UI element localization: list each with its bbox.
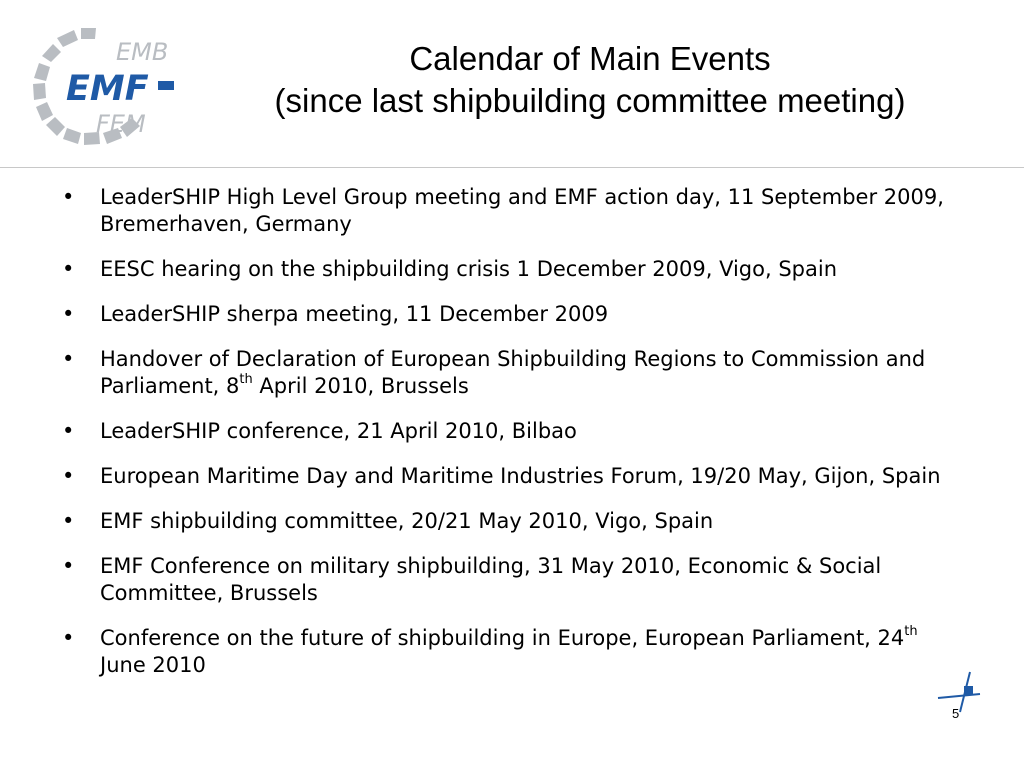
emf-logo bbox=[22, 18, 182, 148]
footer-logo-line bbox=[938, 694, 980, 698]
bullet-icon: • bbox=[62, 626, 75, 650]
logo-emf-text: EMF bbox=[66, 69, 149, 109]
list-item bbox=[60, 553, 960, 607]
slide-title bbox=[190, 38, 990, 122]
list-item-text: Conference on the future of shipbuilding in Europe, European Parliament, 24 bbox=[100, 626, 905, 650]
page-number: 5 bbox=[952, 706, 960, 721]
bullet-icon: • bbox=[62, 464, 75, 488]
logo-fem-text: FEM bbox=[96, 110, 146, 138]
header-divider bbox=[0, 167, 1024, 168]
title-line-1: Calendar of Main Events bbox=[409, 40, 771, 77]
list-item bbox=[60, 184, 960, 238]
list-item bbox=[60, 346, 960, 400]
logo-dash bbox=[158, 81, 174, 90]
list-item bbox=[60, 508, 960, 535]
bullet-icon: • bbox=[62, 257, 75, 281]
list-item-text: EMF shipbuilding committee, 20/21 May 2010, Vigo, Spain bbox=[100, 509, 714, 533]
list-item-text: LeaderSHIP High Level Group meeting and EMF action day, 11 September 2009, Bremerhaven, Germany bbox=[100, 185, 944, 236]
list-item bbox=[60, 625, 960, 679]
footer-logo-graphic bbox=[936, 670, 984, 714]
title-line-2: (since last shipbuilding committee meeting) bbox=[274, 82, 906, 119]
list-item-text: EESC hearing on the shipbuilding crisis 1 December 2009, Vigo, Spain bbox=[100, 257, 838, 281]
list-item-text: European Maritime Day and Maritime Industries Forum, 19/20 May, Gijon, Spain bbox=[100, 464, 941, 488]
bullet-icon: • bbox=[62, 554, 75, 578]
bullet-icon: • bbox=[62, 509, 75, 533]
ordinal-suffix: th bbox=[904, 624, 918, 639]
list-item-text: LeaderSHIP sherpa meeting, 11 December 2009 bbox=[100, 302, 609, 326]
ordinal-suffix: th bbox=[239, 372, 253, 387]
list-item bbox=[60, 301, 960, 328]
list-item-text-end: June 2010 bbox=[100, 653, 206, 677]
events-list bbox=[60, 184, 960, 697]
bullet-icon: • bbox=[62, 347, 75, 371]
list-item bbox=[60, 418, 960, 445]
logo-emb-text: EMB bbox=[116, 38, 169, 66]
emf-logo-graphic bbox=[22, 18, 182, 148]
list-item-text: Handover of Declaration of European Shipbuilding Regions to Commission and Parliament, 8 bbox=[100, 347, 926, 398]
footer-logo-square bbox=[964, 686, 973, 695]
bullet-icon: • bbox=[62, 302, 75, 326]
list-item-text: EMF Conference on military shipbuilding, 31 May 2010, Economic & Social Committee, Brussels bbox=[100, 554, 882, 605]
bullet-icon: • bbox=[62, 185, 75, 209]
footer-logo-icon bbox=[936, 670, 984, 714]
list-item-text-end: April 2010, Brussels bbox=[252, 374, 469, 398]
list-item bbox=[60, 256, 960, 283]
list-item-text: LeaderSHIP conference, 21 April 2010, Bilbao bbox=[100, 419, 577, 443]
list-item bbox=[60, 463, 960, 490]
bullet-icon: • bbox=[62, 419, 75, 443]
